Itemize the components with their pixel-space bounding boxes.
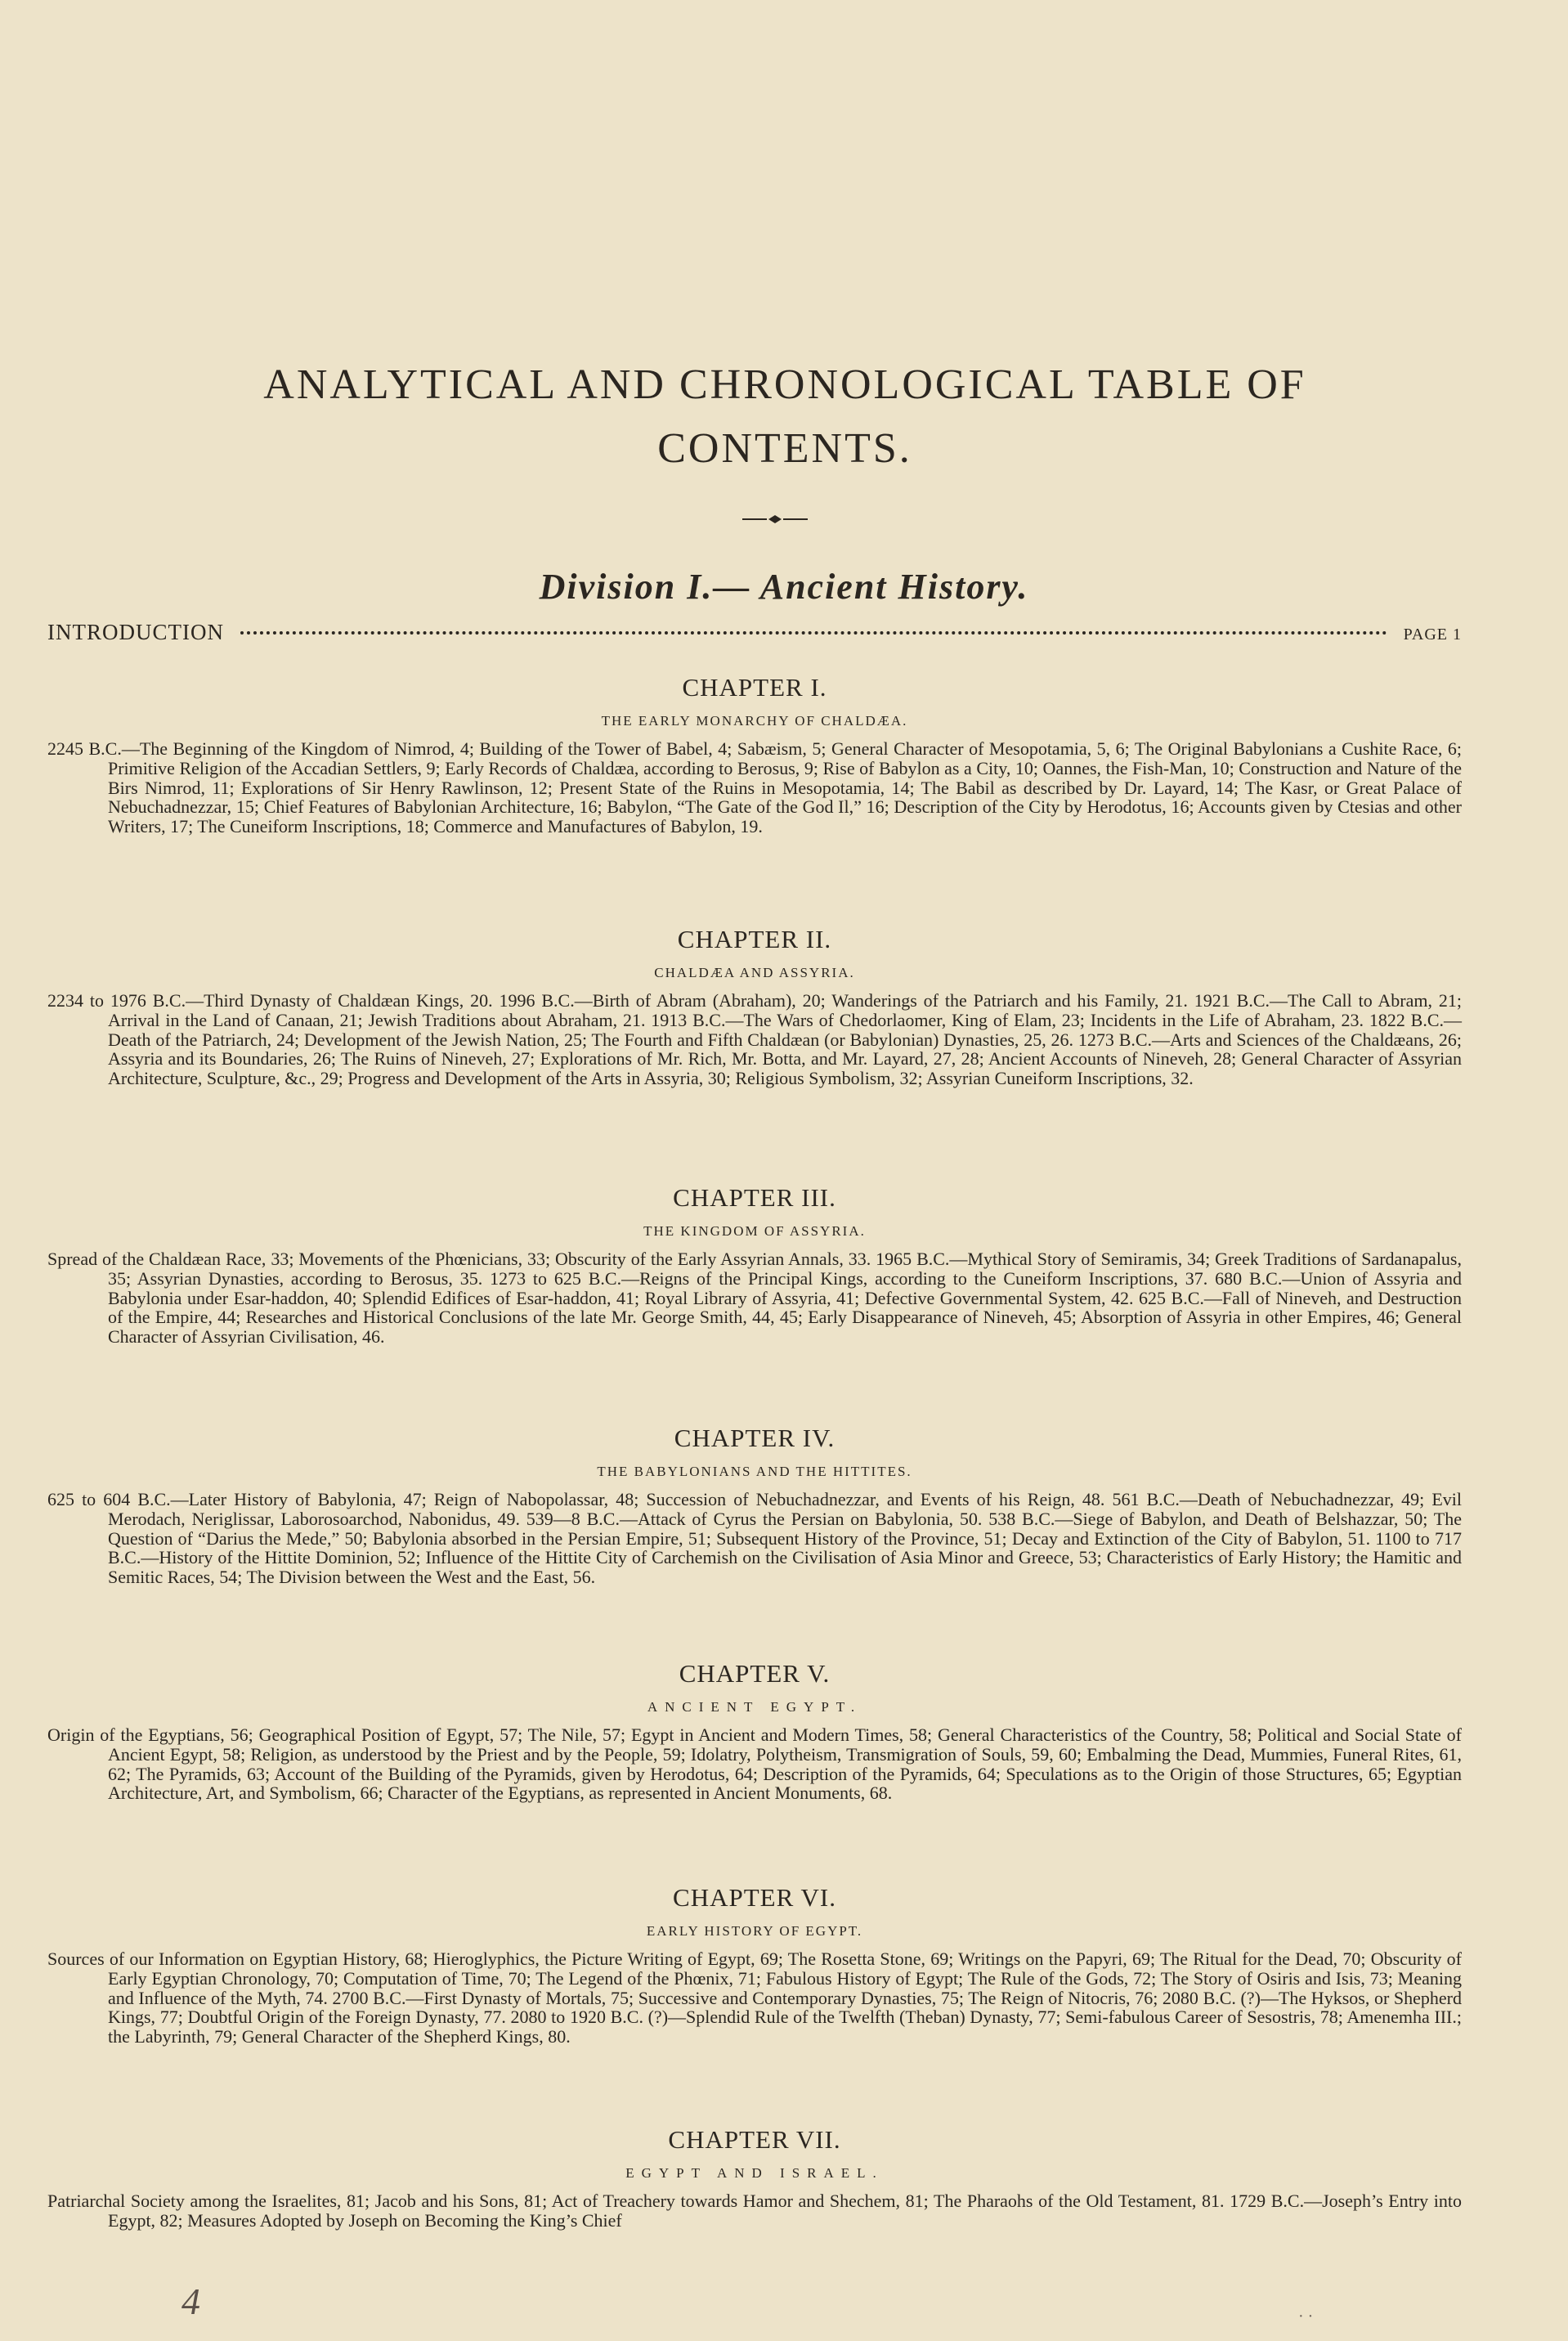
dot-leader [240,631,1387,635]
chapter-subtitle: CHALDÆA AND ASSYRIA. [654,965,855,980]
title-line-1: ANALYTICAL AND CHRONOLOGICAL TABLE OF [263,361,1306,408]
chapter-heading: CHAPTER II. [677,925,832,953]
chapter-5 [47,1658,1462,1803]
introduction-label: INTRODUCTION [47,620,224,644]
chapter-summary: 2234 to 1976 B.C.—Third Dynasty of Chaldæan Kings, 20. 1996 B.C.—Birth of Abram (Abraham), 20; Wanderings of the Patriarch and his Family, 21. 1921 B.C.—The Call to Abram, 21; Arrival in the Land of Canaan, 21; Jewish Traditions about Abraham, 21. 1913 B.C.—The Wars of Chedorlaomer, King of Elam, 23; Incidents in the Life of Abraham, 23. 1822 B.C.—Death of the Patriarch, 24; Development of the Jewish Nation, 25; The Fourth and Fifth Chaldæan (or Babylonian) Dynasties, 25, 26. 1273 B.C.—Arts and Sciences of the Chaldæans, 26; Assyria and its Boundaries, 26; The Ruins of Nineveh, 27; Explorations of Mr. Rich, Mr. Botta, and Mr. Layard, 27, 28; Ancient Accounts of Nineveh, 28; General Character of Assyrian Architecture, Sculpture, &c., 29; Progress and Development of the Arts in Assyria, 30; Religious Symbolism, 32; Assyrian Cuneiform Inscriptions, 32. [47,990,1462,1089]
chapter-summary: 2245 B.C.—The Beginning of the Kingdom of Nimrod, 4; Building of the Tower of Babel, 4; Sabæism, 5; General Character of Mesopotamia, 5, 6; The Original Babylonians a Cushite Race, 6; Primitive Religion of the Accadian Settlers, 9; Early Records of Chaldæa, according to Berosus, 9; Rise of Babylon as a City, 10; Oannes, the Fish-Man, 10; Construction and Nature of the Birs Nimrod, 11; Explorations of Sir Henry Rawlinson, 12; Present State of the Ruins in Mesopotamia, 14; The Babil as described by Dr. Layard, 14; The Kasr, or Great Palace of Nebuchadnezzar, 15; Chief Features of Babylonian Architecture, 16; Babylon, “The Gate of the God Il,” 16; Description of the City by Herodotus, 16; Accounts given by Ctesias and other Writers, 17; The Cuneiform Inscriptions, 18; Commerce and Manufactures of Babylon, 19. [47,738,1462,837]
corner-mark: · · [1298,2307,1314,2325]
chapter-subtitle: ANCIENT EGYPT. [647,1699,862,1715]
chapter-summary: Spread of the Chaldæan Race, 33; Movements of the Phœnicians, 33; Obscurity of the Early Assyrian Annals, 33. 1965 B.C.—Mythical Story of Semiramis, 34; Greek Traditions of Sardanapalus, 35; Assyrian Dynasties, according to Berosus, 35. 1273 to 625 B.C.—Reigns of the Principal Kings, according to the Cuneiform Inscriptions, 37. 680 B.C.—Union of Assyria and Babylonia under Esar-haddon, 40; Splendid Edifices of Esar-haddon, 41; Royal Library of Assyria, 41; Defective Governmental System, 42. 625 B.C.—Fall of Nineveh, and Destruction of the Empire, 44; Researches and Historical Conclusions of the late Mr. George Smith, 44, 45; Early Disappearance of Nineveh, 45; Absorption of Assyria in other Empires, 46; General Character of Assyrian Civilisation, 46. [47,1249,1462,1348]
chapter-heading: CHAPTER V. [679,1659,831,1688]
handwritten-mark: 4 [181,2280,200,2322]
chapter-subtitle: THE BABYLONIANS AND THE HITTITES. [597,1464,912,1479]
chapter-subtitle: EARLY HISTORY OF EGYPT. [646,1923,863,1939]
chapter-2 [47,924,1462,1088]
introduction-page: PAGE 1 [1403,626,1462,644]
chapter-1 [47,672,1462,836]
title-line-2: CONTENTS. [657,425,912,472]
introduction-entry [47,620,1462,653]
chapter-6 [47,1882,1462,2047]
chapter-4 [47,1423,1462,1587]
chapter-heading: CHAPTER I. [682,673,827,702]
page-title [106,353,1463,481]
chapter-7 [47,2124,1462,2231]
chapter-subtitle: EGYPT AND ISRAEL. [625,2165,884,2181]
chapter-summary: Sources of our Information on Egyptian History, 68; Hieroglyphics, the Picture Writing of Egypt, 69; The Rosetta Stone, 69; Writings on the Papyri, 69; The Ritual for the Dead, 70; Obscurity of Early Egyptian Chronology, 70; Computation of Time, 70; The Legend of the Phœnix, 71; Fabulous History of Egypt; The Rule of the Gods, 72; The Story of Osiris and Isis, 73; Meaning and Influence of the Myth, 74. 2700 B.C.—First Dynasty of Mortals, 75; Successive and Contemporary Dynasties, 75; The Reign of Nitocris, 76; 2080 B.C. (?)—The Hyksos, or Shepherd Kings, 77; Doubtful Origin of the Foreign Dynasty, 77. 2080 to 1920 B.C. (?)—Splendid Rule of the Twelfth (Theban) Dynasty, 77; Semi-fabulous Career of Sesostris, 78; Amenemha III.; the Labyrinth, 79; General Character of the Shepherd Kings, 80. [47,1949,1462,2047]
chapter-subtitle: THE EARLY MONARCHY OF CHALDÆA. [601,713,908,729]
chapter-summary: Patriarchal Society among the Israelites, 81; Jacob and his Sons, 81; Act of Treachery towards Hamor and Shechem, 81; The Pharaohs of the Old Testament, 81. 1729 B.C.—Joseph’s Entry into Egypt, 82; Measures Adopted by Joseph on Becoming the King’s Chief [47,2191,1462,2231]
chapter-heading: CHAPTER IV. [674,1424,836,1452]
chapter-summary: 625 to 604 B.C.—Later History of Babylonia, 47; Reign of Nabopolassar, 48; Succession of Nebuchadnezzar, and Events of his Reign, 48. 561 B.C.—Death of Nebuchadnezzar, 49; Evil Merodach, Neriglissar, Laborosoarchod, Nabonidus, 49. 539—8 B.C.—Attack of Cyrus the Persian on Babylonia, 50. 538 B.C.—Siege of Babylon, and Death of Belshazzar, 50; The Question of “Darius the Mede,” 50; Babylonia absorbed in the Persian Empire, 51; Subsequent History of the Province, 51; Decay and Extinction of the City of Babylon, 51. 1100 to 717 B.C.—History of the Hittite Dominion, 52; Influence of the Hittite City of Carchemish on the Civilisation of Asia Minor and Greece, 53; Characteristics of Early History; the Hamitic and Semitic Races, 54; The Division between the West and the East, 56. [47,1489,1462,1588]
chapter-summary: Origin of the Egyptians, 56; Geographical Position of Egypt, 57; The Nile, 57; Egypt in Ancient and Modern Times, 58; General Characteristics of the Country, 58; Political and Social State of Ancient Egypt, 58; Religion, as understood by the Priest and by the People, 59; Idolatry, Polytheism, Transmigration of Souls, 59, 60; Embalming the Dead, Mummies, Funeral Rites, 61, 62; The Pyramids, 63; Account of the Building of the Pyramids, given by Herodotus, 64; Description of the Pyramids, 64; Speculations as to the Origin of those Structures, 65; Egyptian Architecture, Art, and Symbolism, 66; Character of the Egyptians, as represented in Ancient Monuments, 68. [47,1724,1462,1804]
ornament-divider-icon [742,513,808,525]
chapter-3 [47,1182,1462,1347]
division-heading: Division I.— Ancient History. [539,567,1029,607]
chapter-heading: CHAPTER VII. [668,2125,841,2154]
chapter-heading: CHAPTER VI. [673,1883,836,1912]
chapter-subtitle: THE KINGDOM OF ASSYRIA. [643,1223,866,1239]
chapter-heading: CHAPTER III. [673,1183,836,1212]
